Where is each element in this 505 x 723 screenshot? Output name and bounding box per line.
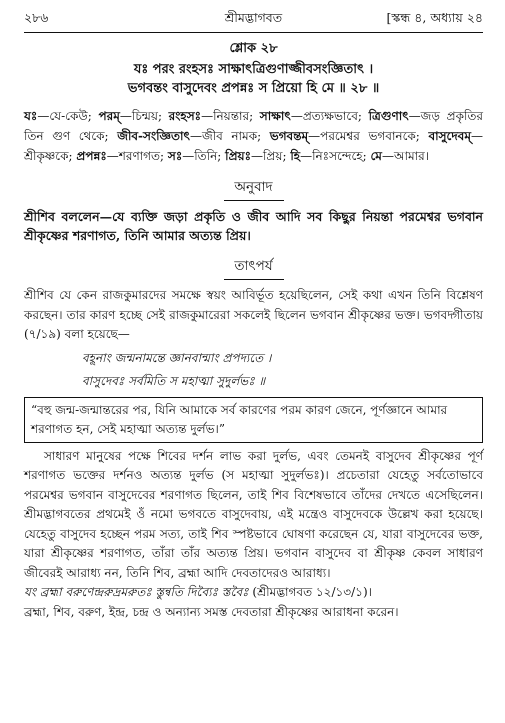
synonym-word: যঃ xyxy=(24,109,38,123)
synonym-word: রংহসঃ xyxy=(168,109,202,123)
synonym-word: মে xyxy=(370,149,382,163)
synonym-meaning: পরমেশ্বর ভগবানকে; xyxy=(320,129,429,143)
synonym-meaning: প্রত্যক্ষভাবে; xyxy=(302,109,369,123)
purport-heading-underline xyxy=(224,279,284,280)
synonym-meaning: যে-কেউ; xyxy=(49,109,99,123)
synonym-word: প্রপন্নঃ xyxy=(76,149,107,163)
bhagavatam-reference: (শ্রীমদ্ভাগবত ১২/১৩/১)। xyxy=(252,585,372,599)
synonym-meaning: জড় প্রকৃতির তিন গুণ থেকে; xyxy=(24,109,484,143)
synonym-meaning: প্রিয়; xyxy=(263,149,291,163)
verse-line-2: ভগবন্তং বাসুদেবং প্রপন্নঃ স প্রিয়ো হি মে ॥ ২৮ ॥ xyxy=(127,81,380,96)
synonym-meaning: তিনি; xyxy=(194,149,226,163)
synonym-word: সাক্ষাৎ xyxy=(259,109,291,123)
synonym-meaning: জীব নামক; xyxy=(201,129,270,143)
book-title: শ্রীমদ্ভাগবত xyxy=(224,10,283,25)
synonym-meaning: নিঃসন্দেহে; xyxy=(312,149,371,163)
synonym-word: জীব-সংজ্ঞিতাৎ xyxy=(117,129,190,143)
gita-verse-line-1: বহূনাং জন্মনামন্তে জ্ঞানবান্মাং প্রপদ্যতে । xyxy=(82,350,272,365)
synonym-meaning: শ্রীকৃষ্ণকে; xyxy=(24,149,77,163)
bhagavatam-quote: যং ব্রহ্মা বরুণেন্দ্ররুদ্রমরুতঃ স্তুন্বতি দিব্যৈঃ স্তবৈঃ xyxy=(24,585,249,599)
header-rule xyxy=(24,32,483,33)
verse-line-1: যঃ পরং রংহসঃ সাক্ষাৎত্রিগুণাজ্জীবসংজ্ঞিতাৎ । xyxy=(133,62,374,77)
synonym-word: বাসুদেবম্ xyxy=(428,129,472,143)
synonym-word: সঃ xyxy=(167,149,183,163)
gita-verse-line-2: বাসুদেবঃ সর্বমিতি স মহাত্মা সুদুর্লভঃ ॥ xyxy=(82,373,266,388)
purport-paragraph-3: ব্রহ্মা, শিব, বরুণ, ইন্দ্র, চন্দ্র ও অন্যান্য সমস্ত দেবতারা শ্রীকৃষ্ণের আরাধনা করেন। xyxy=(24,604,399,619)
synonym-word: ত্রিগুণাৎ xyxy=(368,109,409,123)
chapter-reference: [স্কন্ধ ৪, অধ্যায় ২৪ xyxy=(386,10,483,25)
page-header xyxy=(24,6,483,28)
synonym-meaning: শরণাগত; xyxy=(118,149,168,163)
synonym-word: প্রিয়ঃ xyxy=(225,149,251,163)
synonym-meaning: আমার। xyxy=(393,149,430,163)
verse-heading: শ্লোক ২৮ xyxy=(229,41,278,56)
purport-quote-line xyxy=(24,583,483,603)
gita-translation-box: “বহু জন্ম-জন্মান্তরের পর, যিনি আমাকে সর্ব কারণের পরম কারণ জেনে, পূর্ণজ্ঞানে আমার শরণাগত হন, সেই মহাত্মা অত্যন্ত দুর্লভ।” xyxy=(24,397,483,443)
synonym-meaning: চিন্ময়; xyxy=(131,109,169,123)
synonym-word: ভগবন্তম্ xyxy=(269,129,309,143)
synonym-word: হি xyxy=(290,149,301,163)
translation-text: শ্রীশিব বললেন—যে ব্যক্তি জড়া প্রকৃতি ও জীব আদি সব কিছুর নিয়ন্তা পরমেশ্বর ভগবান শ্রীকৃষ্ণের শরণাগত, তিনি আমার অত্যন্ত প্রিয়। xyxy=(24,209,483,243)
purport-paragraph-2: সাধারণ মানুষের পক্ষে শিবের দর্শন লাভ করা দুর্লভ, এবং তেমনই বাসুদেব শ্রীকৃষ্ণের পূর্ণ শরণাগত ভক্তের দর্শনও অত্যন্ত দুর্লভ (স মহাত্মা সুদুর্লভঃ)। প্রচেতারা যেহেতু সর্বতোভাবে পরমেশ্বর ভগবান বাসুদেবের শরণাগত ছিলেন, তাই শিব বিশেষভাবে তাঁদের দেখতে এসেছিলেন। শ্রীমদ্ভাগবতের প্রথমেই ওঁ নমো ভগবতে বাসুদেবায়, এই মন্ত্রেও বাসুদেবকে উল্লেখ করা হয়েছে। যেহেতু বাসুদেব হচ্ছেন পরম সত্য, তাই শিব স্পষ্টভাবে ঘোষণা করেছেন যে, যারা বাসুদেবের ভক্ত, যারা শ্রীকৃষ্ণের শরণাগত, তাঁরা তাঁর অত্যন্ত প্রিয়। ভগবান বাসুদেব বা শ্রীকৃষ্ণ কেবল সাধারণ জীবেরই আরাধ্য নন, তিনি শিব, ব্রহ্মা আদি দেবতাদেরও আরাধ্য। xyxy=(24,448,483,580)
purport-heading: তাৎপর্য xyxy=(234,258,273,274)
synonym-word: পরম্ xyxy=(98,109,120,123)
page-number: ২৮৬ xyxy=(24,10,49,25)
translation-heading: অনুবাদ xyxy=(234,179,273,195)
purport-paragraph-1: শ্রীশিব যে কেন রাজকুমারদের সমক্ষে স্বয়ং আবির্ভূত হয়েছিলেন, সেই কথা এখন তিনি বিশ্লেষণ করছেন। তার কারণ হচ্ছে সেই রাজকুমারেরা সকলেই ছিলেন ভগবান শ্রীকৃষ্ণের ভক্ত। ভগবদ্গীতায় (৭/১৯) বলা হয়েছে— xyxy=(24,288,483,341)
synonyms-block: যঃ—যে-কেউ; পরম্—চিন্ময়; রংহসঃ—নিয়ন্তার; সাক্ষাৎ—প্রত্যক্ষভাবে; ত্রিগুণাৎ—জড় প্রকৃতির তিন গুণ থেকে; জীব-সংজ্ঞিতাৎ—জীব নামক; ভগবন্তম্—পরমেশ্বর ভগবানকে; বাসুদেবম্—শ্রীকৃষ্ণকে; প্রপন্নঃ—শরণাগত; সঃ—তিনি; প্রিয়ঃ—প্রিয়; হি—নিঃসন্দেহে; মে—আমার। xyxy=(24,109,484,163)
translation-heading-underline xyxy=(224,200,284,201)
synonym-meaning: নিয়ন্তার; xyxy=(213,109,260,123)
